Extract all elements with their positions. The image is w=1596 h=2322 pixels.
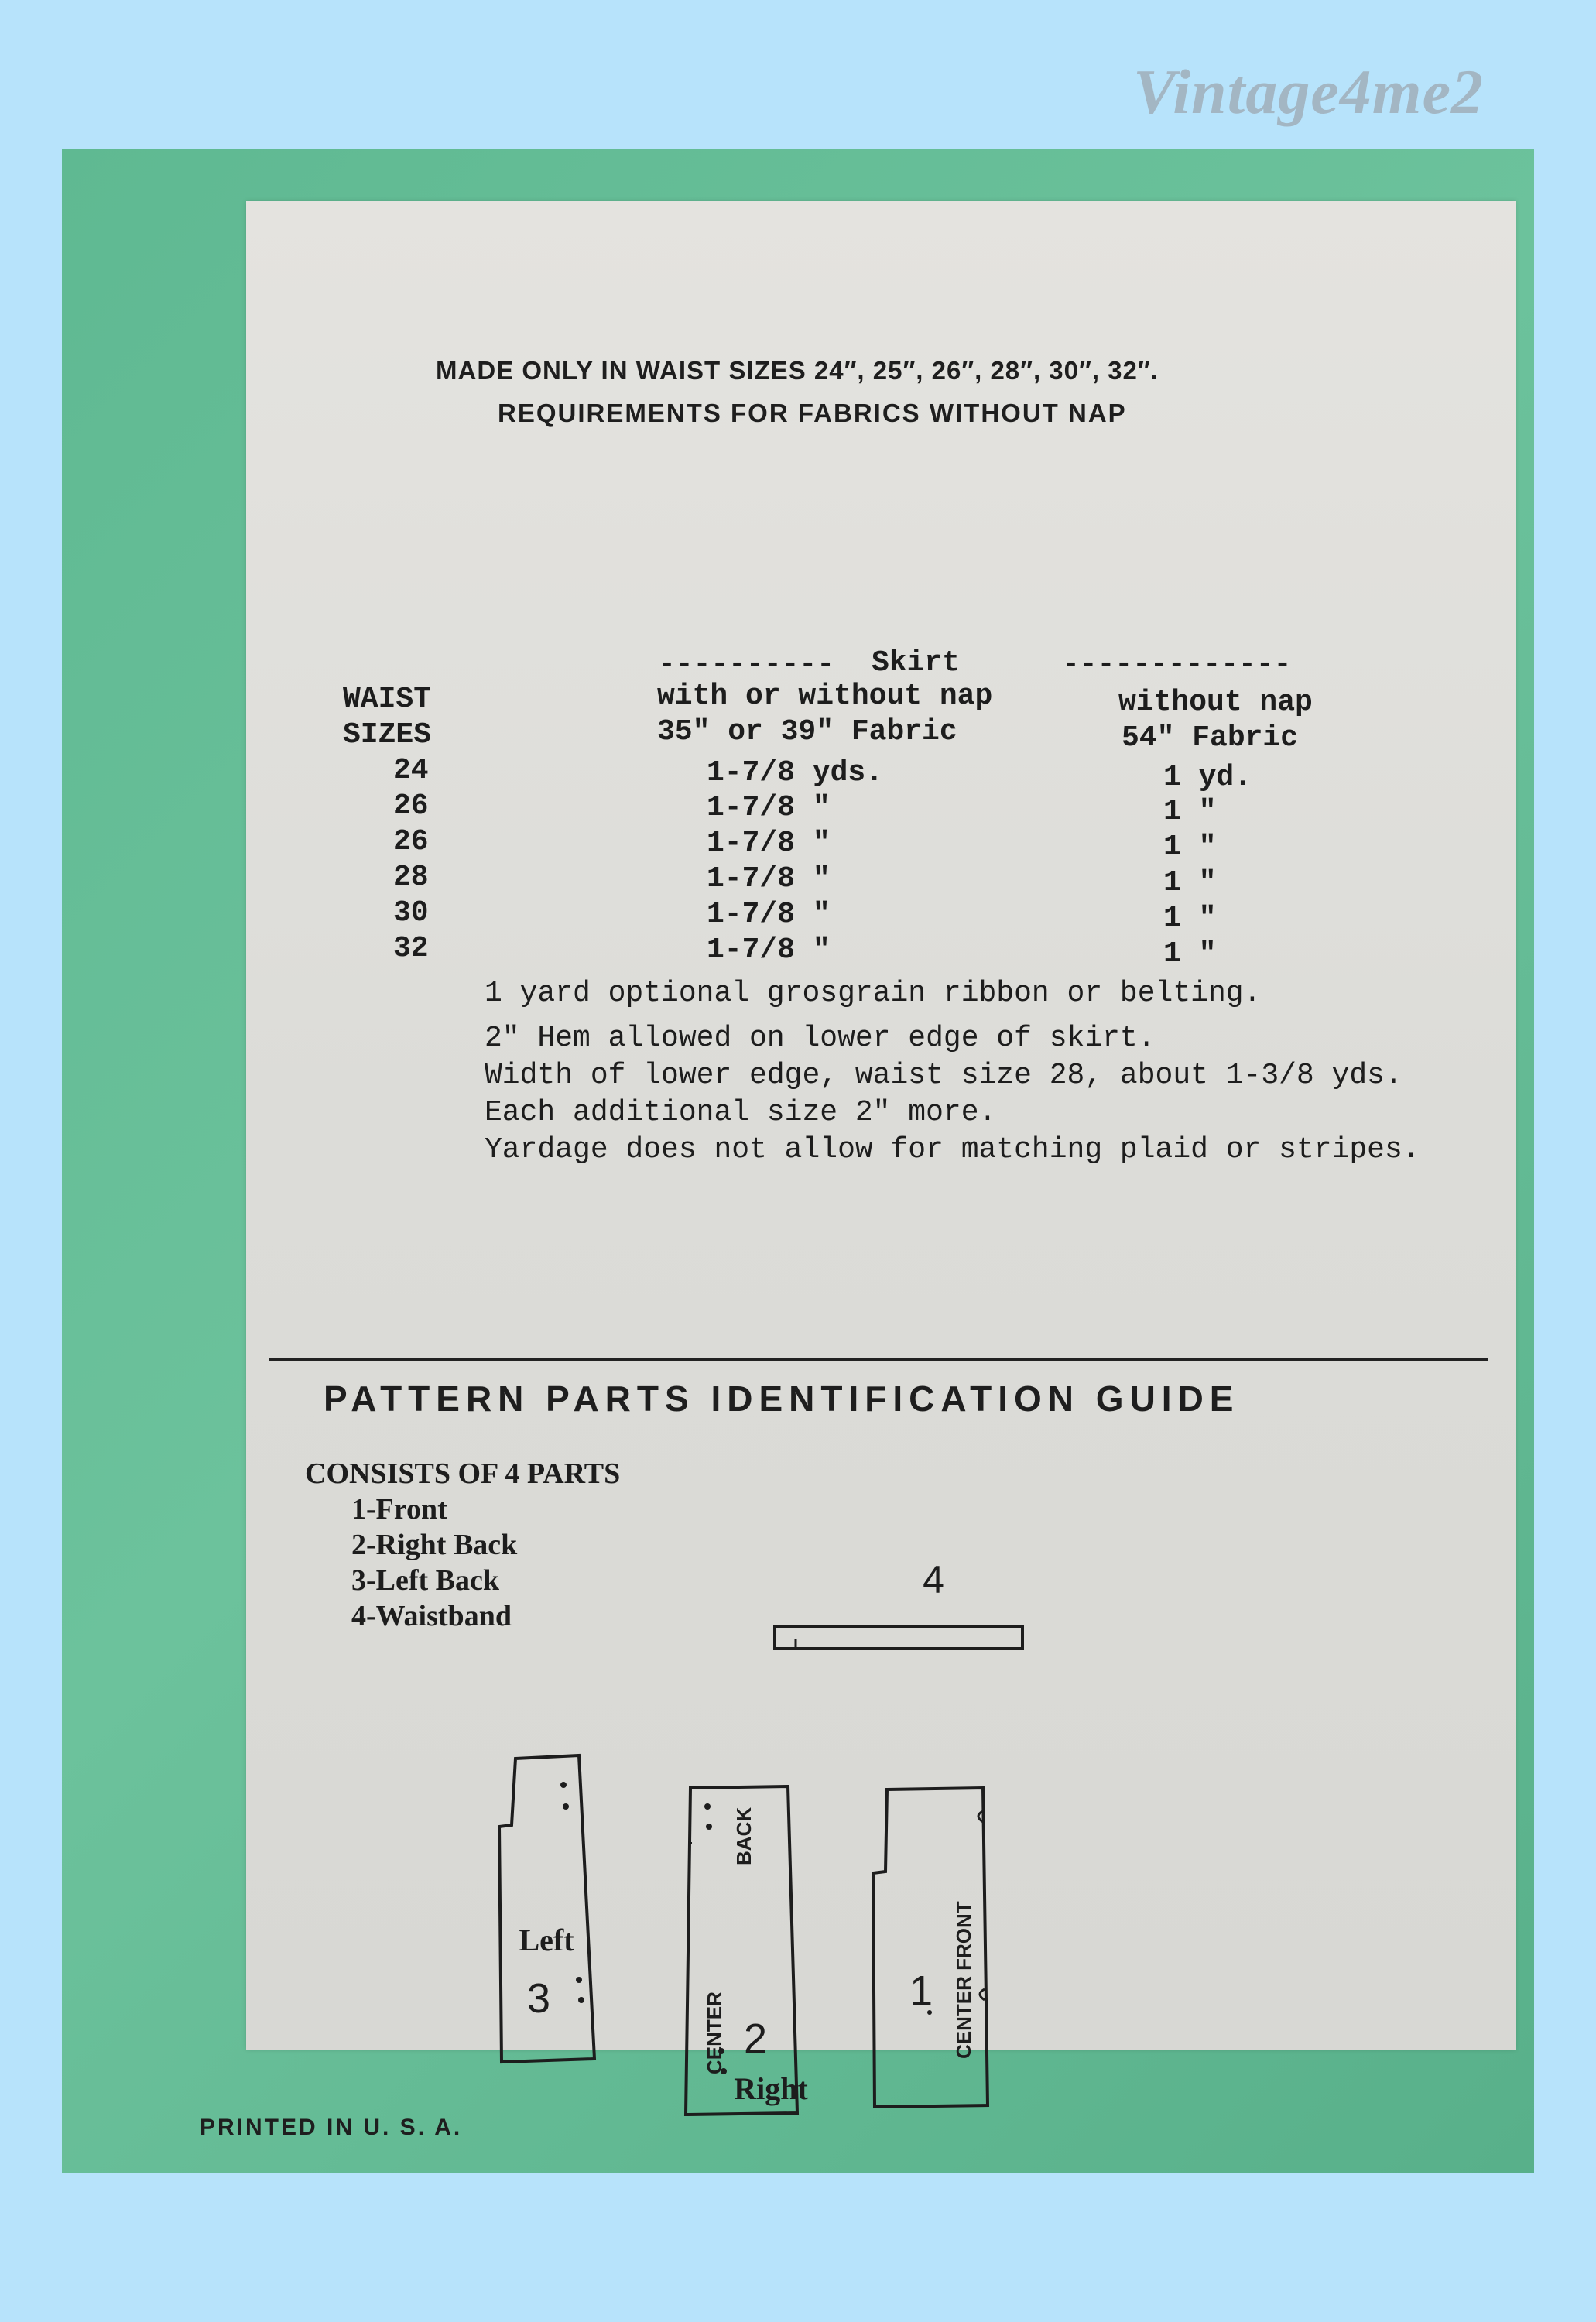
size-cell: 24 (393, 754, 429, 787)
yardage-35-cell: 1-7/8 " (707, 898, 831, 931)
yardage-54-cell: 1 " (1163, 866, 1217, 899)
yardage-54-cell: 1 yd. (1163, 761, 1252, 794)
yardage-54-cell: 1 " (1163, 902, 1217, 935)
pattern-pieces-diagram (246, 201, 1516, 2106)
center-back-label-back: BACK (732, 1807, 755, 1865)
size-cell: 30 (393, 896, 429, 930)
waistband-number: 4 (923, 1558, 944, 1601)
note-ribbon: 1 yard optional grosgrain ribbon or belting. (485, 977, 1262, 1010)
right-back-number: 2 (743, 2015, 768, 2062)
yardage-35-cell: 1-7/8 yds. (707, 756, 884, 789)
col-withoutnap-header: without nap (1118, 686, 1313, 719)
size-cell: 32 (393, 932, 429, 965)
instruction-sheet (246, 201, 1516, 2106)
col-waist-header: WAIST (343, 683, 432, 716)
skirt-dashes-right: ------------- (1062, 648, 1292, 681)
watermark-text: Vintage4me2 (1133, 57, 1484, 127)
pattern-envelope (62, 149, 1534, 2173)
skirt-header: Skirt (872, 646, 961, 680)
yardage-35-cell: 1-7/8 " (707, 862, 831, 896)
skirt-dashes-left: ---------- (658, 648, 835, 681)
note-additional: Each additional size 2" more. (485, 1096, 997, 1129)
note-hem: 2" Hem allowed on lower edge of skirt. (485, 1022, 1156, 1055)
col-sizes-header: SIZES (343, 718, 432, 752)
yardage-35-cell: 1-7/8 " (707, 933, 831, 967)
size-cell: 28 (393, 861, 429, 894)
yardage-54-cell: 1 " (1163, 795, 1217, 828)
left-back-label: Left (519, 1923, 574, 1957)
part-front: 1-Front (351, 1493, 447, 1526)
requirements-heading: REQUIREMENTS FOR FABRICS WITHOUT NAP (498, 399, 1127, 427)
yardage-54-cell: 1 " (1163, 831, 1217, 864)
center-front-label: CENTER FRONT (952, 1901, 975, 2059)
note-width: Width of lower edge, waist size 28, about 1-3/8 yds. (485, 1059, 1402, 1092)
size-cell: 26 (393, 789, 429, 823)
yardage-54-cell: 1 " (1163, 937, 1217, 971)
parts-count: CONSISTS OF 4 PARTS (305, 1457, 621, 1490)
col-fabric54-header: 54" Fabric (1122, 721, 1299, 755)
part-left-back: 3-Left Back (351, 1564, 500, 1597)
note-yardage: Yardage does not allow for matching plaid or stripes. (485, 1133, 1420, 1166)
guide-title: PATTERN PARTS IDENTIFICATION GUIDE (324, 1378, 1240, 1419)
part-right-back: 2-Right Back (351, 1529, 518, 1561)
left-back-number: 3 (526, 1975, 551, 2022)
yardage-35-cell: 1-7/8 " (707, 827, 831, 860)
size-cell: 26 (393, 825, 429, 858)
col-fabric35-header: 35" or 39" Fabric (657, 715, 957, 748)
col-nap-header: with or without nap (657, 680, 993, 713)
yardage-35-cell: 1-7/8 " (707, 791, 831, 824)
waistband-piece (775, 1627, 1022, 1649)
sizes-heading: MADE ONLY IN WAIST SIZES 24″, 25″, 26″, 28″, 30″, 32″. (436, 356, 1159, 385)
printed-in-usa: PRINTED IN U. S. A. (200, 2115, 463, 2140)
right-back-label: Right (734, 2071, 808, 2106)
front-number: 1 (909, 1968, 933, 2014)
center-back-label-center: CENTER (703, 1992, 726, 2074)
part-waistband: 4-Waistband (351, 1600, 512, 1632)
